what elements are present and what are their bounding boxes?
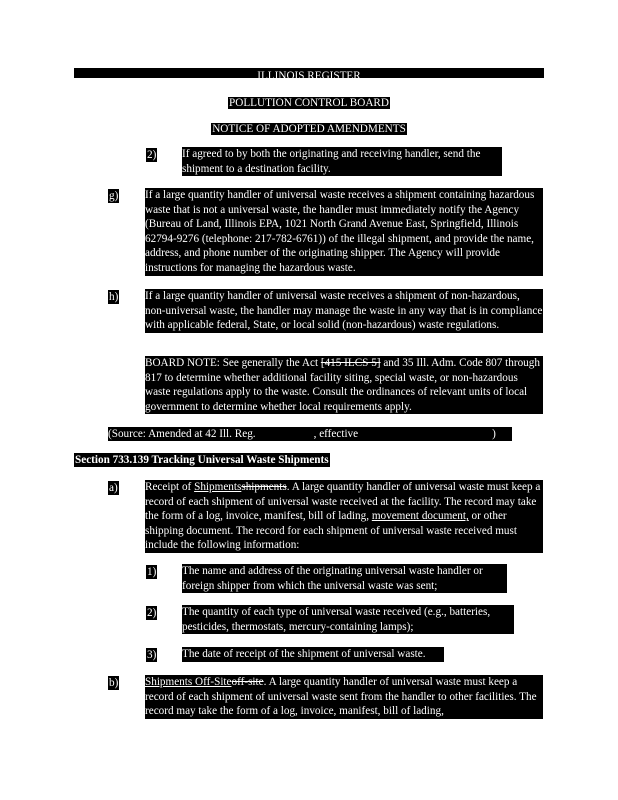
sub-item-1-label: 1) (147, 566, 157, 578)
section-heading: Section 733.139 Tracking Universal Waste Shipments (75, 454, 329, 466)
source-line: (Source: Amended at 42 Ill. Reg. , effective ) (108, 427, 512, 441)
item-h-label: h) (109, 291, 119, 303)
board-title: POLLUTION CONTROL BOARD (229, 97, 389, 109)
item-a-label: a) (109, 482, 118, 494)
register-title: ILLINOIS REGISTER (257, 70, 361, 82)
sub-item-2-text: The quantity of each type of universal waste received (e.g., batteries, pesticides, thermostats, mercury-containing lamps); (182, 605, 514, 634)
sub-item-3-label: 3) (147, 649, 157, 661)
item-2-text: If agreed to by both the originating and receiving handler, send the shipment to a destination facility. (182, 147, 502, 176)
sub-item-2-label: 2) (147, 607, 157, 619)
item-h-text: If a large quantity handler of universal waste receives a shipment of non-hazardous, non-universal waste, the handler may manage the waste in any way that is in compliance with applicable federal, State, or local solid (non-hazardous) waste regulations. (145, 290, 543, 332)
sub-item-3-text: The date of receipt of the shipment of universal waste. (182, 647, 444, 662)
item-2-label: 2) (147, 149, 157, 161)
item-g-text: If a large quantity handler of universal waste receives a shipment containing hazardous waste that is not a universal waste, the handler must immediately notify the Agency (Bureau of Land, Illinois EPA, 1021 North Grand Avenue East, Springfield, Illinois 62794-9276 (telephone: 217-782-6761)) of the illegal shipment, and provide the name, address, and phone number of the originating shipper. The Agency will provide instructions for managing the hazardous waste. (145, 188, 543, 276)
board-note: BOARD NOTE: See generally the Act [415 ILCS 5] and 35 Ill. Adm. Code 807 through 817 to determine whether additional facility siting, special waste, or non-hazardous waste regulations apply to the waste. Consult the ordinances of relevant units of local government to determine whether local requirements apply. (145, 356, 543, 414)
notice-title: NOTICE OF ADOPTED AMENDMENTS (212, 123, 406, 135)
item-b-text: Shipments Off-Siteoff-site. A large quantity handler of universal waste must keep a record of each shipment of universal waste sent from the handler to other facilities. The record may take the form of a log, invoice, manifest, bill of lading, (145, 675, 543, 719)
sub-item-1-text: The name and address of the originating universal waste handler or foreign shipper from which the universal waste was sent; (182, 564, 507, 593)
item-g-label: g) (109, 190, 119, 202)
item-a-text: Receipt of Shipmentsshipments. A large quantity handler of universal waste must keep a record of each shipment of universal waste received at the facility. The record may take the form of a log, invoice, manifest, bill of lading, movement document, or other shipping document. The record for each shipment of universal waste received must include the following information: (145, 480, 543, 553)
item-b-label: b) (109, 677, 119, 689)
